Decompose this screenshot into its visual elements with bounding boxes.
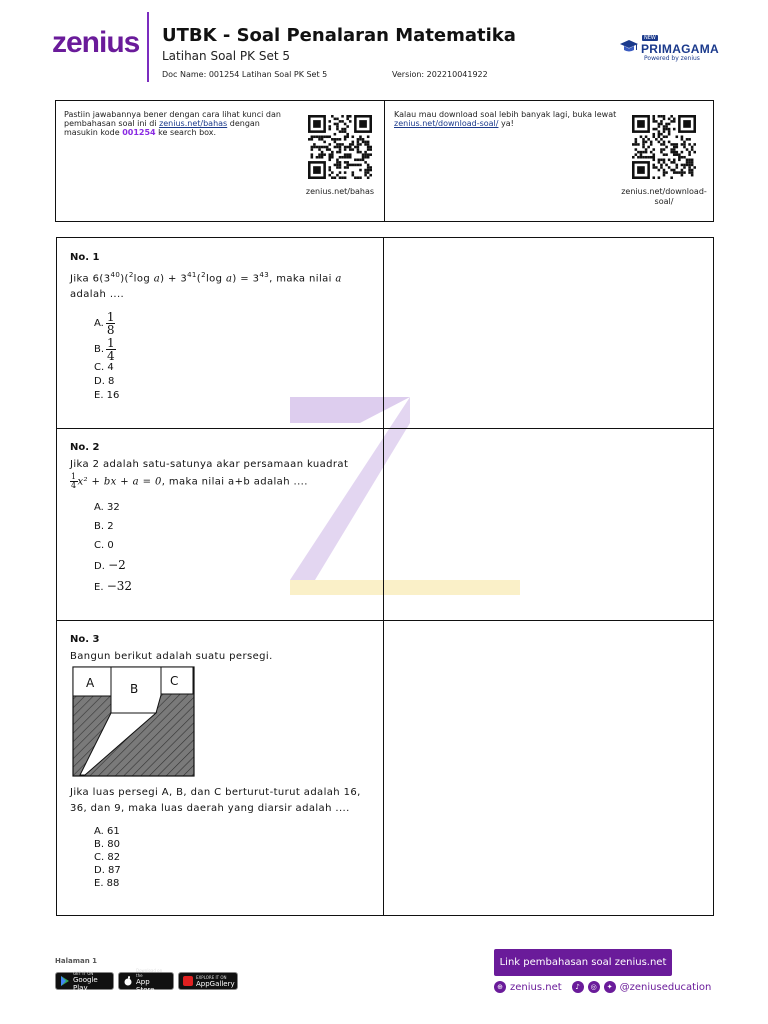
figure-label-a: A — [86, 676, 95, 690]
q2-part-a: Jika 2 adalah satu-satunya akar persamaan kuadrat — [70, 459, 349, 470]
q1-option-c[interactable]: C. 4 — [94, 362, 114, 373]
brand-name: PRIMAGAMA — [641, 42, 720, 56]
globe-icon: ⊕ — [494, 981, 506, 993]
q1-sup-4: 2 — [201, 271, 206, 279]
q2-equation: x² + bx + a = 0 — [77, 476, 162, 488]
info-left-part3: ke search box. — [155, 128, 217, 137]
apple-icon — [123, 976, 133, 986]
social-handle[interactable]: @zeniuseducation — [619, 981, 712, 993]
info-left-part1: Pastiin jawabannya bener dengan cara lihat kunci dan pembahasan soal ini di — [64, 110, 281, 128]
q1-option-a-fraction — [106, 311, 116, 336]
q1-option-a-label: A. — [94, 317, 104, 329]
pembahasan-link-button[interactable]: Link pembahasan soal zenius.net — [494, 949, 672, 976]
app-gallery-big: AppGallery — [196, 979, 235, 988]
instagram-icon[interactable]: ◎ — [588, 981, 600, 993]
grid-row-divider-1 — [57, 428, 713, 429]
q1-option-a[interactable] — [94, 311, 115, 336]
page-title: UTBK - Soal Penalaran Matematika — [162, 25, 516, 46]
q1-part-f: log — [205, 273, 226, 285]
qr-caption-download: zenius.net/download-soal/ — [621, 187, 707, 206]
app-gallery-small: EXPLORE IT ON — [196, 974, 227, 980]
q2-option-a[interactable]: A. 32 — [94, 502, 120, 513]
q1-part-g: ) = 3 — [232, 273, 260, 285]
q1-part-e: ( — [196, 273, 202, 285]
qr-code-bahas-icon[interactable] — [308, 115, 372, 179]
q1-option-a-den: 8 — [106, 323, 115, 337]
q3-option-e[interactable]: E. 88 — [94, 878, 120, 889]
q2-option-c[interactable]: C. 0 — [94, 540, 114, 551]
question-3-number: No. 3 — [70, 634, 100, 645]
grid-vertical-divider — [383, 238, 384, 915]
q2-option-d-value: −2 — [108, 558, 126, 572]
q2-part-b: , maka nilai a+b adalah .... — [161, 476, 308, 488]
question-1-text — [70, 267, 375, 303]
q1-option-a-num: 1 — [106, 310, 115, 324]
q1-part-d: ) + 3 — [160, 273, 188, 285]
q1-sup-3: 41 — [187, 271, 197, 279]
q2-option-d-label: D. — [94, 561, 105, 572]
doc-version: Version: 202210041922 — [392, 70, 488, 79]
huawei-icon — [183, 976, 193, 986]
q2-fraction-den: 4 — [71, 481, 77, 490]
page-number: Halaman 1 — [55, 957, 98, 965]
question-code: 001254 — [122, 128, 156, 137]
q1-part-i: adalah .... — [70, 289, 125, 301]
q1-option-b-label: B. — [94, 343, 105, 355]
q3-option-c[interactable]: C. 82 — [94, 852, 121, 863]
q1-part-c: log — [133, 273, 154, 285]
graduation-cap-icon — [620, 40, 638, 54]
page-subtitle: Latihan Soal PK Set 5 — [162, 49, 290, 63]
q1-option-e[interactable]: E. 16 — [94, 390, 120, 401]
q2-fraction — [70, 473, 78, 490]
q3-option-a[interactable]: A. 61 — [94, 826, 120, 837]
info-left-part2: dengan masukin kode — [64, 119, 260, 137]
info-divider — [384, 101, 385, 221]
google-play-big: Google Play — [73, 975, 98, 992]
zenius-logo: zenius — [52, 26, 140, 59]
q1-option-b[interactable] — [94, 337, 116, 362]
q3-option-b[interactable]: B. 80 — [94, 839, 120, 850]
qr-code-download-icon[interactable] — [632, 115, 696, 179]
q1-option-b-fraction — [106, 337, 116, 362]
q2-option-e-value: −32 — [106, 579, 133, 593]
app-store-small: Download on the — [136, 968, 163, 978]
q1-sup-1: 40 — [110, 271, 121, 279]
q1-sup-5: 43 — [259, 271, 270, 279]
grid-row-divider-2 — [57, 620, 713, 621]
app-store-big: App Store — [136, 978, 155, 994]
info-left-text — [64, 110, 294, 137]
q1-var-a-1: a — [153, 273, 161, 285]
q2-option-d[interactable] — [94, 558, 126, 574]
zenius-download-link[interactable]: zenius.net/download-soal/ — [394, 119, 499, 128]
twitter-icon[interactable]: ✦ — [604, 981, 616, 993]
info-right-part2: ya! — [498, 119, 514, 128]
q1-part-h: , maka nilai — [269, 273, 336, 285]
q1-option-d[interactable]: D. 8 — [94, 376, 115, 387]
question-2-text — [70, 457, 375, 491]
google-play-icon — [60, 976, 70, 986]
qr-caption-bahas: zenius.net/bahas — [305, 187, 375, 196]
q1-var-a-3: a — [335, 273, 342, 285]
question-2-number: No. 2 — [70, 442, 100, 453]
app-gallery-badge[interactable] — [178, 972, 238, 990]
q2-option-e-label: E. — [94, 582, 104, 593]
info-right-part1: Kalau mau download soal lebih banyak lagi, buka lewat — [394, 110, 617, 119]
q2-option-e[interactable] — [94, 579, 132, 595]
question-1-number: No. 1 — [70, 252, 100, 263]
figure-label-c: C — [170, 674, 179, 688]
q1-option-b-den: 4 — [107, 349, 115, 363]
q1-part-a: Jika 6(3 — [70, 273, 111, 285]
social-links — [494, 980, 711, 994]
q1-part-b: )( — [120, 273, 129, 285]
brand-powered-by: Powered by zenius — [644, 55, 700, 62]
q1-var-a-2: a — [226, 273, 233, 285]
figure-label-b: B — [130, 682, 139, 696]
q2-fraction-num: 1 — [71, 472, 77, 481]
q1-sup-2: 2 — [128, 271, 134, 279]
info-right-text — [394, 110, 624, 128]
app-store-badge[interactable] — [118, 968, 174, 994]
website-link[interactable]: zenius.net — [510, 981, 562, 993]
brand-new-badge: NEW — [644, 35, 656, 41]
question-3-intro: Bangun berikut adalah suatu persegi. — [70, 651, 273, 662]
doc-name: Doc Name: 001254 Latihan Soal PK Set 5 — [162, 70, 328, 79]
q3-option-d[interactable]: D. 87 — [94, 865, 121, 876]
google-play-badge[interactable] — [55, 972, 114, 990]
q2-option-b[interactable]: B. 2 — [94, 521, 114, 532]
header-divider — [147, 12, 149, 82]
zenius-bahas-link[interactable]: zenius.net/bahas — [159, 119, 228, 128]
primagama-logo — [620, 35, 720, 68]
question-3-text: Jika luas persegi A, B, dan C berturut-turut adalah 16, 36, dan 9, maka luas daerah yang diarsir adalah .... — [70, 787, 361, 814]
google-play-small: GET IT ON — [73, 970, 94, 976]
tiktok-icon[interactable]: ♪ — [572, 981, 584, 993]
info-box — [55, 100, 714, 222]
q1-option-b-num: 1 — [107, 336, 115, 350]
